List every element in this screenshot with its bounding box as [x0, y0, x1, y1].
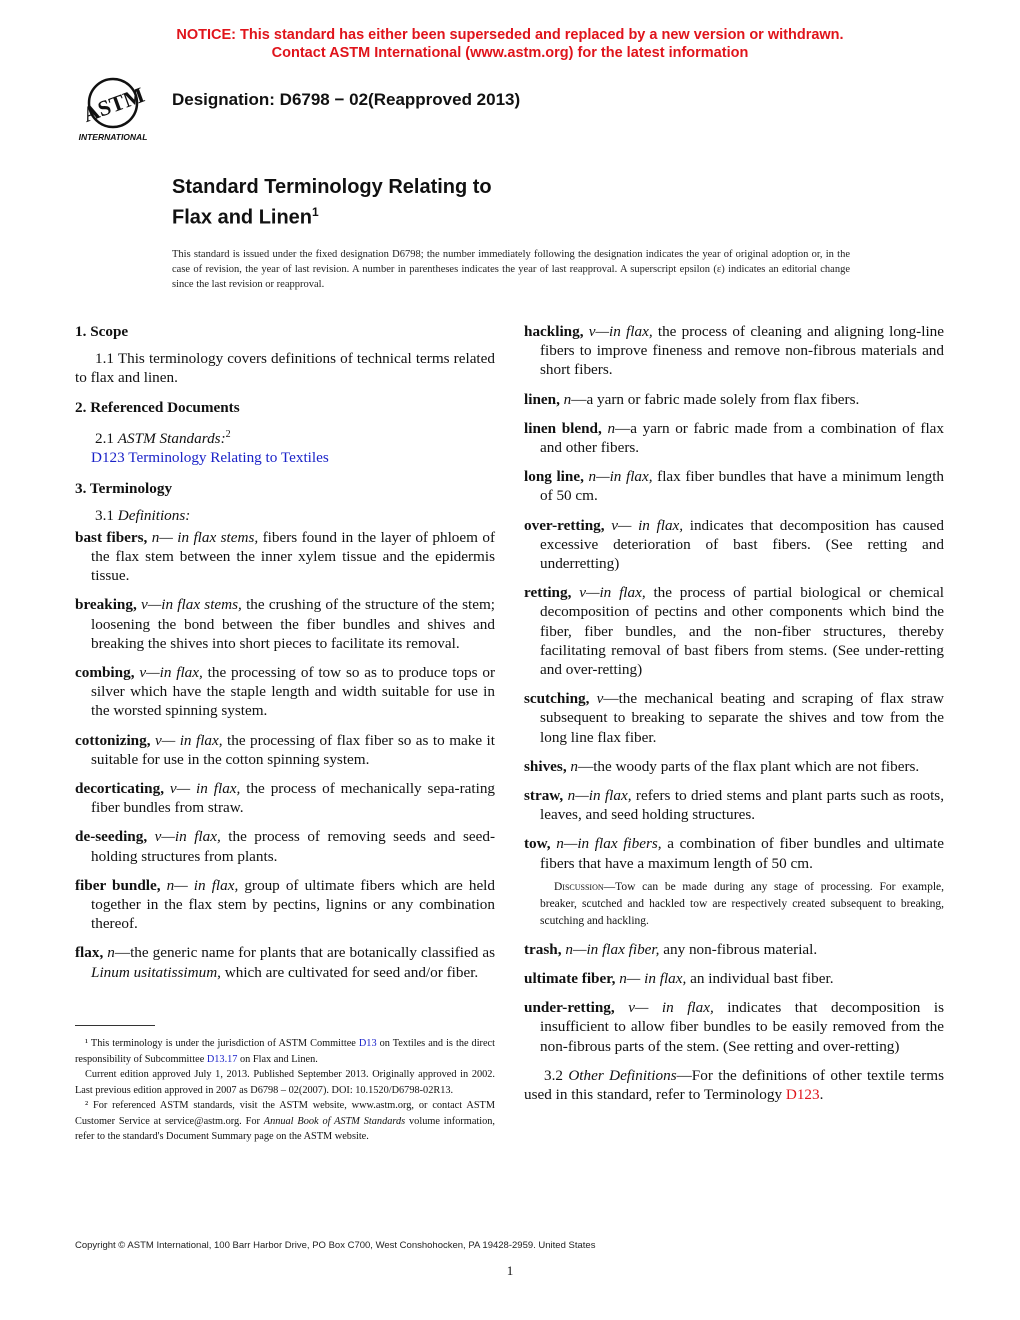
term-definition	[75, 876, 495, 934]
footnotes	[75, 1036, 495, 1145]
part-of-speech: v—	[139, 663, 160, 681]
term-context: in flax,	[640, 970, 687, 988]
part-of-speech: n	[570, 757, 579, 775]
part-of-speech: v—	[588, 323, 609, 340]
term-definition	[524, 969, 944, 988]
term-context: in flax,	[648, 999, 714, 1017]
term-context: in flax fiber,	[586, 940, 660, 958]
part-of-speech: v—	[628, 999, 649, 1017]
part-of-speech: n—	[565, 940, 587, 958]
term-word: bast fibers,	[75, 528, 148, 546]
title-line-2: Flax and Linen	[172, 206, 313, 229]
term-definition	[524, 419, 944, 457]
part-of-speech: n—	[619, 970, 641, 988]
scope-heading: 1. Scope	[75, 323, 129, 340]
term-definition	[524, 322, 944, 380]
footnote-1-edition: Current edition approved July 1, 2013. Published September 2013. Originally approved in 2002. Last previous edition approved in 2007 as D6798 – 02(2007). DOI: 10.1520/D6798-02R13.	[75, 1069, 495, 1096]
term-context: in flax,	[190, 779, 241, 797]
d13-17-link[interactable]: D13.17	[206, 1053, 238, 1065]
preamble: This standard is issued under the fixed designation D6798; the number immediately following the designation indicates the year of original adoption or, in the case of revision, the year of last revision. A number in parentheses indicates the year of last reapproval. A superscript epsilon (ε) indicates an editorial change since the last revision or reapproval.	[172, 249, 850, 290]
refdocs-heading: 2. Referenced Documents	[75, 398, 240, 416]
term-definition	[524, 940, 944, 959]
copyright: Copyright © ASTM International, 100 Barr Harbor Drive, PO Box C700, West Conshohocken, PA 19428-2959. United States	[75, 1240, 596, 1251]
term-word: under-retting,	[524, 999, 615, 1017]
term-text: —the woody parts of the flax plant which are not fibers.	[578, 757, 920, 775]
term-definition	[524, 757, 944, 776]
term-word: over-retting,	[524, 516, 605, 534]
term-text: the processing of flax fiber so as to make it suitable for use in the cotton spinning system.	[91, 731, 495, 768]
term-context: in flax fibers,	[577, 835, 662, 853]
term-text: the crushing of the structure of the stem; loosening the bond between the fiber bundles and shives and breaking the shives into short pieces to facilitate its removal.	[91, 596, 495, 652]
term-text: group of ultimate fibers which are held together in the flax stem by pectins, lignins or any combination thereof.	[91, 876, 495, 933]
term-text: —the generic name for plants that are botanically classified as Linum usitatissimum, which are cultivated for seed and/or fiber.	[91, 944, 496, 981]
term-word: hackling,	[524, 323, 584, 340]
term-context: in flax,	[174, 828, 221, 846]
title-footnote-mark: 1	[312, 205, 319, 219]
astm-logo	[72, 72, 162, 144]
part-of-speech: v—	[154, 828, 175, 846]
term-word: scutching,	[524, 690, 590, 708]
term-definition	[75, 827, 495, 865]
part-of-speech: n—	[151, 528, 173, 546]
term-word: tow,	[524, 835, 551, 853]
footnote-2: ² For referenced ASTM standards, visit the ASTM website, www.astm.org, or contact ASTM Customer Service at service@astm.org. For Annual Book of ASTM Standards volume information, refer to the standard's Document Summary page on the ASTM website.	[75, 1100, 495, 1142]
terms-left-list	[75, 528, 495, 982]
part-of-speech: v—	[579, 584, 600, 602]
footnote-rule	[75, 1025, 155, 1026]
term-word: fiber bundle,	[75, 876, 161, 894]
terms-right-list	[524, 322, 944, 873]
term-definition	[524, 583, 944, 679]
scope-text: 1.1 This terminology covers definitions of technical terms related to flax and linen.	[75, 350, 495, 387]
term-context: in flax,	[631, 516, 684, 534]
term-definition	[75, 528, 495, 586]
term-text: the process of partial biological or chemical decomposition of pectins and other components which bind the fiber, fiber bundles, and the non-fiber structures, thereby facilitating removal of bast fibers from stems. (See under-retting and over-retting)	[540, 584, 944, 679]
term-word: cottonizing,	[75, 731, 151, 749]
page-number: 1	[506, 1263, 514, 1278]
part-of-speech: n—	[556, 835, 578, 853]
part-of-speech: n	[107, 944, 115, 962]
part-of-speech: n	[563, 390, 572, 408]
term-definition	[75, 779, 495, 817]
term-word: trash,	[524, 940, 562, 958]
term-text: the process of cleaning and aligning long-line fibers to improve fineness and remove non-fibrous materials and short fibers.	[540, 323, 944, 379]
d123-link[interactable]: D123	[785, 1086, 820, 1104]
part-of-speech: n—	[588, 468, 610, 486]
term-context: in flax,	[175, 731, 223, 749]
term-word: shives,	[524, 757, 567, 775]
term-text: flax fiber bundles that have a minimum length of 50 cm.	[540, 468, 945, 505]
term-word: linen blend,	[524, 419, 602, 437]
term-text: a combination of fiber bundles and ultimate fibers that have a maximum length of 50 cm.	[540, 835, 944, 872]
term-text: an individual bast fiber.	[686, 970, 834, 988]
term-word: combing,	[75, 663, 135, 681]
part-of-speech: v—	[611, 516, 632, 534]
term-definition	[524, 998, 944, 1056]
left-column	[75, 322, 495, 992]
term-text: refers to dried stems and plant parts such as roots, leaves, and seed holding structures.	[540, 787, 945, 824]
term-definition	[75, 595, 495, 653]
term-word: retting,	[524, 584, 572, 602]
term-definition	[75, 663, 495, 721]
other-definitions: 3.2 Other Definitions—For the definitions of other textile terms used in this standard, refer to Terminology D123.	[524, 1066, 945, 1104]
term-context: in flax stems,	[161, 596, 242, 614]
term-word: breaking,	[75, 596, 137, 614]
designation: Designation: D6798 − 02(Reapproved 2013)	[172, 90, 521, 109]
term-text: any non-fibrous material.	[659, 940, 818, 958]
term-text: indicates that decomposition is insufficient to allow fiber bundles to be easily removed from the non-fibrous parts of the stem. (See retting and over-retting)	[540, 999, 945, 1055]
part-of-speech: n—	[567, 787, 589, 805]
term-text: —a yarn or fabric made from a combination of flax and other fibers.	[540, 419, 945, 457]
right-column	[524, 322, 944, 1114]
term-definition	[75, 731, 495, 769]
term-text: fibers found in the layer of phloem of the flax stem between the inner xylem tissue and the epidermis tissue.	[91, 528, 495, 585]
footnote-1: ¹ This terminology is under the jurisdiction of ASTM Committee D13 on Textiles and is the direct responsibility of Subcommittee D13.17 on Flax and Linen.	[75, 1038, 495, 1065]
part-of-speech: v—	[154, 731, 176, 749]
term-context: in flax,	[159, 663, 203, 681]
part-of-speech: n—	[166, 876, 188, 894]
term-text: the processing of tow so as to produce tops or silver which have the staple length and width suitable for use in the worsted spinning system.	[91, 663, 496, 720]
term-word: ultimate fiber,	[524, 970, 616, 988]
ref-d123-link[interactable]: D123 Terminology Relating to Textiles	[91, 449, 329, 467]
term-definition	[524, 786, 944, 824]
notice-line-1: NOTICE: This standard has either been superseded and replaced by a new version or withdrawn.	[176, 27, 844, 43]
document-title	[172, 175, 492, 231]
logo-subtitle: INTERNATIONAL	[78, 132, 148, 142]
term-definition	[524, 390, 944, 409]
term-text: —the mechanical beating and scraping of flax straw subsequent to breaking to separate the shives and tow from the long line flax fiber.	[540, 690, 944, 746]
logo-letters: ASTM	[79, 81, 148, 128]
terminology-heading: 3. Terminology	[75, 480, 173, 498]
term-context: in flax,	[609, 468, 653, 486]
d13-link[interactable]: D13	[358, 1038, 377, 1049]
term-context: in flax,	[187, 876, 239, 894]
term-word: flax,	[75, 944, 104, 962]
term-context: in flax stems,	[172, 528, 259, 546]
part-of-speech: v—	[169, 779, 191, 797]
term-word: long line,	[524, 468, 584, 486]
term-word: de-seeding,	[75, 828, 148, 846]
part-of-speech: v	[596, 690, 604, 708]
notice-line-2: Contact ASTM International (www.astm.org) for the latest information	[271, 45, 749, 61]
term-word: straw,	[524, 787, 564, 805]
terms-right-list-2	[524, 940, 944, 1056]
term-definition	[75, 943, 495, 981]
refdocs-subheading: 2.1 ASTM Standards:$^2$	[95, 428, 231, 447]
part-of-speech: v—	[141, 596, 162, 614]
title-line-1: Standard Terminology Relating to	[172, 176, 492, 198]
term-word: decorticating,	[75, 779, 164, 797]
definitions-label: 3.1 Definitions:	[95, 507, 191, 525]
term-definition	[524, 516, 944, 574]
term-text: indicates that decomposition has caused excessive deterioration of bast fibers. (See retting and underretting)	[540, 516, 945, 573]
term-context: in flax,	[599, 584, 646, 602]
term-definition	[524, 467, 944, 505]
term-text: the process of mechanically sepa-rating fiber bundles from straw.	[91, 779, 496, 817]
term-definition	[524, 689, 944, 747]
supersede-notice	[0, 26, 1020, 62]
term-context: in flax,	[609, 323, 653, 340]
term-text: —a yarn or fabric made solely from flax fibers.	[571, 390, 860, 408]
term-context: in flax,	[588, 787, 632, 805]
tow-discussion: Discussion—Tow can be made during any stage of processing. For example, breaker, scutched and hackled tow are respectively created subsequent to breaking, scutching and hackling.	[540, 880, 944, 927]
term-definition	[524, 834, 944, 872]
term-word: linen,	[524, 390, 560, 408]
term-text: the process of removing seeds and seed-holding structures from plants.	[91, 828, 496, 865]
part-of-speech: n	[607, 419, 616, 437]
